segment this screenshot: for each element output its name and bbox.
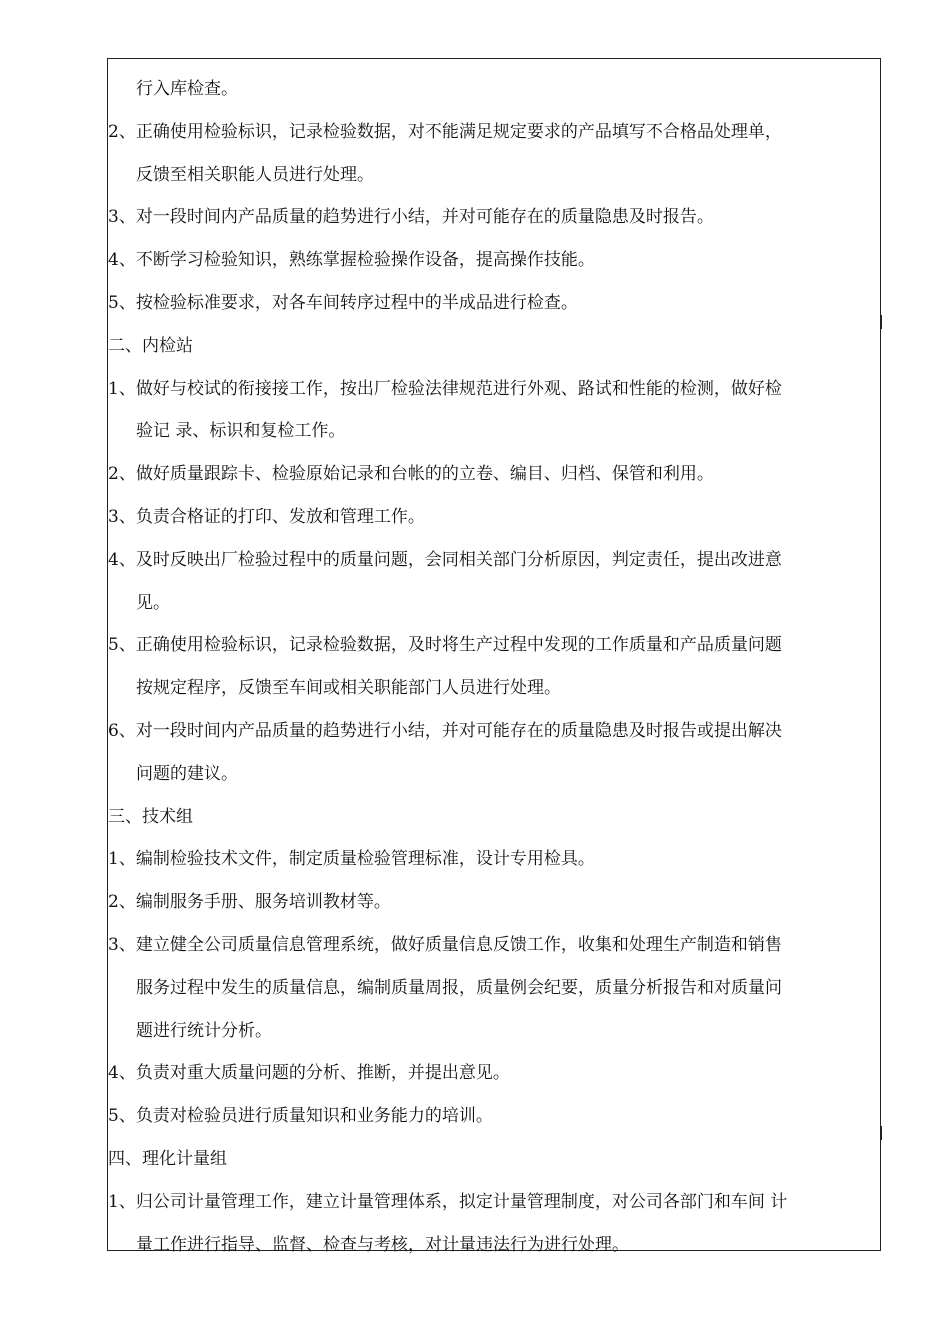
list-item: 1、做好与校试的衔接接工作，按出厂检验法律规范进行外观、路试和性能的检测，做好检 xyxy=(108,378,782,399)
list-item: 2、编制服务手册、服务培训教材等。 xyxy=(108,892,391,913)
document-body xyxy=(108,68,883,1266)
list-item: 3、建立健全公司质量信息管理系统，做好质量信息反馈工作，收集和处理生产制造和销售 xyxy=(108,934,782,955)
list-item: 3、对一段时间内产品质量的趋势进行小结，并对可能存在的质量隐患及时报告。 xyxy=(108,207,714,228)
list-item-continuation: 行入库检查。 xyxy=(136,79,238,99)
section-heading: 四、理化计量组 xyxy=(108,1148,227,1169)
section-heading: 三、技术组 xyxy=(108,806,193,827)
list-item-continuation: 服务过程中发生的质量信息，编制质量周报，质量例会纪要，质量分析报告和对质量问 xyxy=(136,977,782,998)
list-item: 1、编制检验技术文件，制定质量检验管理标准，设计专用检具。 xyxy=(108,849,595,870)
list-item: 1、归公司计量管理工作，建立计量管理体系，拟定计量管理制度，对公司各部门和车间 计 xyxy=(108,1191,788,1212)
list-item: 5、负责对检验员进行质量知识和业务能力的培训。 xyxy=(108,1106,493,1127)
list-item: 6、对一段时间内产品质量的趋势进行小结，并对可能存在的质量隐患及时报告或提出解决 xyxy=(108,720,782,741)
list-item: 2、做好质量跟踪卡、检验原始记录和台帐的的立卷、编目、归档、保管和利用。 xyxy=(108,464,714,485)
list-item: 4、负责对重大质量问题的分析、推断，并提出意见。 xyxy=(108,1063,510,1084)
list-item-continuation: 验记 录、标识和复检工作。 xyxy=(136,421,346,442)
list-item: 5、正确使用检验标识，记录检验数据，及时将生产过程中发现的工作质量和产品质量问题 xyxy=(108,635,782,656)
list-item: 5、按检验标准要求，对各车间转序过程中的半成品进行检查。 xyxy=(108,292,578,313)
list-item: 3、负责合格证的打印、发放和管理工作。 xyxy=(108,506,425,527)
list-item-continuation: 问题的建议。 xyxy=(136,763,238,784)
list-item-continuation: 见。 xyxy=(136,592,170,613)
list-item: 2、正确使用检验标识，记录检验数据，对不能满足规定要求的产品填写不合格品处理单， xyxy=(108,121,782,142)
list-item: 4、及时反映出厂检验过程中的质量问题，会同相关部门分析原因，判定责任，提出改进意 xyxy=(108,549,782,570)
list-item-continuation: 反馈至相关职能人员进行处理。 xyxy=(136,164,374,185)
list-item-continuation: 按规定程序，反馈至车间或相关职能部门人员进行处理。 xyxy=(136,678,561,699)
section-heading: 二、内检站 xyxy=(108,335,193,356)
list-item: 4、不断学习检验知识，熟练掌握检验操作设备，提高操作技能。 xyxy=(108,250,595,271)
list-item-continuation: 量工作进行指导、监督、检查与考核，对计量违法行为进行处理。 xyxy=(136,1234,629,1255)
list-item-continuation: 题进行统计分析。 xyxy=(136,1020,272,1041)
